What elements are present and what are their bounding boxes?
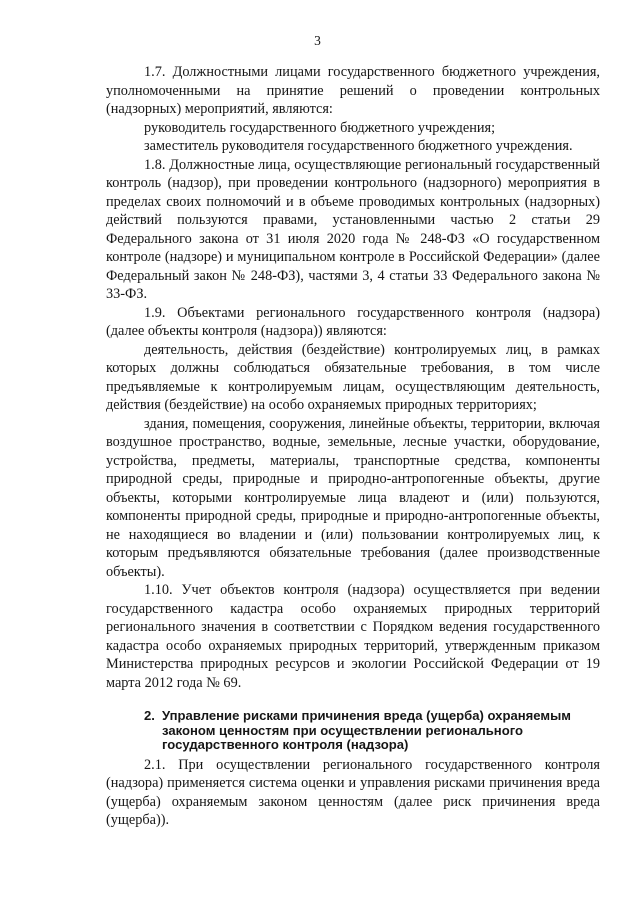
list-item-objects: здания, помещения, сооружения, линейные объекты, территории, включая воздушное пространство, водные, земельные, лесные участки, оборудование, устройства, предметы, материалы, транспортные средства, компоненты природной среды, природные и природно-антропогенные объекты, другие объекты, которыми контролируемые лица владеют и (или) пользуются, компоненты природной среды, природные и природно-антропогенные объекты, не находящиеся во владении и (или) пользовании контролируемых лиц, к которым предъявляются обязательные требования (далее производственные объекты). — [106, 415, 600, 580]
section-title: Управление рисками причинения вреда (ущерба) охраняемым законом ценностям при осуществлении регионального государственного контроля (надзора) — [162, 708, 571, 752]
section-heading — [106, 709, 600, 753]
list-item-activity: деятельность, действия (бездействие) контролируемых лиц, в рамках которых должны соблюдаться обязательные требования, в том числе предъявляемые к контролируемым лицам, осуществляющим деятельность, действия (бездействие) на особо охраняемых природных территориях; — [106, 341, 600, 413]
section-number: 2. — [144, 708, 155, 723]
paragraph-1-10: 1.10. Учет объектов контроля (надзора) осуществляется при ведении государственного кадастра особо охраняемых природных территорий регионального значения в соответствии с Порядком ведения государственного кадастра особо охраняемых природных территорий, утвержденным приказом Министерства природных ресурсов и экологии Российской Федерации от 19 марта 2012 года № 69. — [106, 582, 600, 691]
paragraph-1-7: 1.7. Должностными лицами государственного бюджетного учреждения, уполномоченными на принятие решений о проведении контрольных (надзорных) мероприятий, являются: — [106, 64, 600, 117]
paragraph-1-9: 1.9. Объектами регионального государственного контроля (надзора) (далее объекты контроля (надзора)) являются: — [106, 304, 600, 339]
paragraph-1-8: 1.8. Должностные лица, осуществляющие региональный государственный контроль (надзор), при проведении контрольного (надзорного) мероприятия в пределах своих полномочий и в объеме проводимых контрольных (надзорных) действий пользуются правами, установленными частью 2 статьи 29 Федерального закона от 31 июля 2020 года № 248-ФЗ «О государственном контроле (надзоре) и муниципальном контроле в Российской Федерации» (далее Федеральный закон № 248-ФЗ), частями 3, 4 статьи 33 Федерального закона № 33-ФЗ. — [106, 156, 600, 302]
paragraph-2-1: 2.1. При осуществлении регионального государственного контроля (надзора) применяется система оценки и управления рисками причинения вреда (ущерба) охраняемым законом ценностям (далее риск причинения вреда (ущерба)). — [106, 756, 600, 828]
document-body — [106, 63, 600, 830]
list-item-deputy: заместитель руководителя государственного бюджетного учреждения. — [144, 138, 573, 154]
page-number: 3 — [314, 33, 321, 48]
list-item-head: руководитель государственного бюджетного учреждения; — [144, 119, 496, 136]
